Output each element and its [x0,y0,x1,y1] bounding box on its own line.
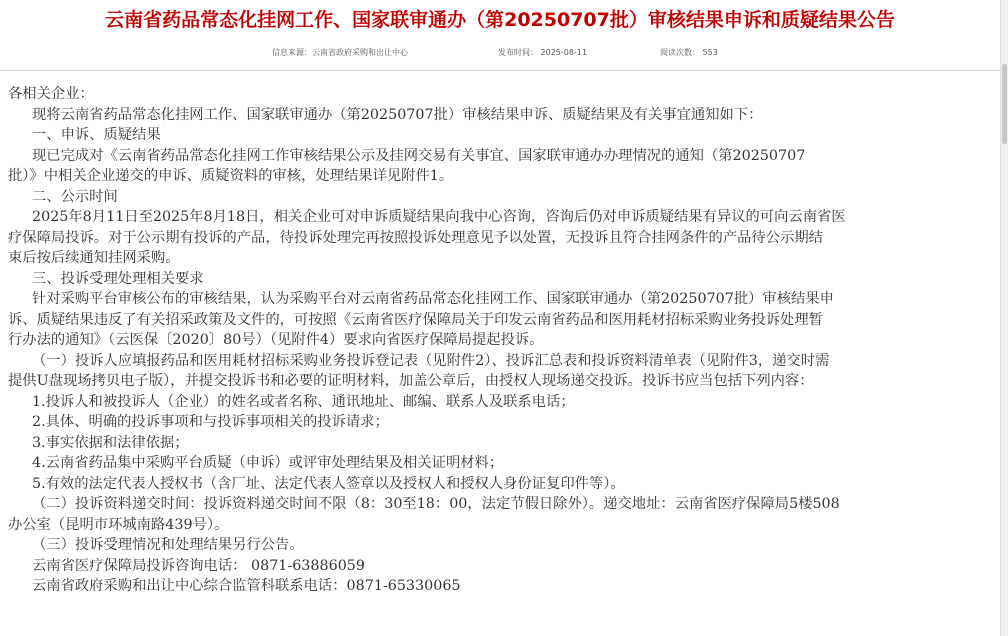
paragraph-results-cont: 批）》中相关企业递交的申诉、质疑资料的审核，处理结果详见附件1。 [8,168,454,184]
publish-date: 发布时间： 2025-08-11 [498,48,588,57]
paragraph-item-a: （一）投诉人应填报药品和医用耗材招标采购业务投诉登记表（见附件2）、投诉汇总表和投诉资料清单表（见附件3，递交时需 [32,352,830,369]
article-body [8,84,992,597]
paragraph-period: 2025年8月11日至2025年8月18日，相关企业可对申诉质疑结果向我中心咨询，咨询后仍对申诉质疑结果有异议的可向云南省医 [32,209,846,225]
list-item: 2.具体、明确的投诉事项和与投诉事项相关的投诉请求； [32,414,389,430]
paragraph-requirements-cont: 诉、质疑结果违反了有关招采政策及文件的，可按照《云南省医疗保障局关于印发云南省药品和医用耗材招标采购业务投诉处理暂 [8,311,823,328]
article-meta [0,44,1000,62]
section-heading-1: 一、申诉、质疑结果 [32,127,161,143]
salutation: 各相关企业： [8,86,94,102]
view-count: 阅读次数： 553 [660,48,718,57]
info-source: 信息来源：云南省政府采购和出让中心 [272,48,408,57]
list-item: 5.有效的法定代表人授权书（含厂址、法定代表人签章以及授权人和授权人身份证复印件等）。 [32,475,625,492]
paragraph-period-cont: 束后按后续通知挂网采购。 [8,250,180,266]
paragraph-item-a-cont: 提供U盘现场拷贝电子版），并提交投诉书和必要的证明材料，加盖公章后，由授权人现场递交投诉。投诉书应当包括下列内容： [8,373,814,389]
list-item: 3.事实依据和法律依据； [32,434,189,451]
list-item: 4.云南省药品集中采购平台质疑（申诉）或评审处理结果及相关证明材料； [32,455,504,471]
paragraph-item-b: （二）投诉资料递交时间：投诉资料递交时间不限（8：30至18：00，法定节假日除外）。递交地址：云南省医疗保障局5楼508 [32,496,840,512]
paragraph-item-b-cont: 办公室（昆明市环城南路439号）。 [8,516,229,533]
page-title: 云南省药品常态化挂网工作、国家联审通办（第20250707批）审核结果申诉和质疑结果公告 [105,9,895,31]
paragraph-requirements-cont: 行办法的通知》（云医保〔2020〕80号）（见附件4）要求向省医疗保障局提起投诉。 [8,332,544,348]
vertical-scrollbar[interactable] [1000,0,1008,636]
scrollbar-thumb[interactable] [1002,64,1007,144]
paragraph-item-c: （三）投诉受理情况和处理结果另行公告。 [32,537,304,553]
contact-phone-medical: 云南省医疗保障局投诉咨询电话： 0871-63886059 [32,557,365,574]
header-divider [0,70,1000,71]
contact-phone-procurement: 云南省政府采购和出让中心综合监管科联系电话：0871-65330065 [32,578,461,594]
paragraph-results: 现已完成对《云南省药品常态化挂网工作审核结果公示及挂网交易有关事宜、国家联审通办办理情况的通知（第20250707 [32,147,806,164]
section-heading-2: 二、公示时间 [32,188,118,205]
list-item: 1.投诉人和被投诉人（企业）的姓名或者名称、通讯地址、邮编、联系人及联系电话； [32,393,575,410]
paragraph-intro: 现将云南省药品常态化挂网工作、国家联审通办（第20250707批）审核结果申诉、质疑结果及有关事宜通知如下： [32,106,763,123]
section-heading-3: 三、投诉受理处理相关要求 [32,270,204,287]
paragraph-period-cont: 疗保障局投诉。对于公示期有投诉的产品，待投诉处理完再按照投诉处理意见予以处置，无投诉且符合挂网条件的产品待公示期结 [8,229,823,246]
paragraph-requirements: 针对采购平台审核公布的审核结果，认为采购平台对云南省药品常态化挂网工作、国家联审通办（第20250707批）审核结果申 [32,291,834,307]
